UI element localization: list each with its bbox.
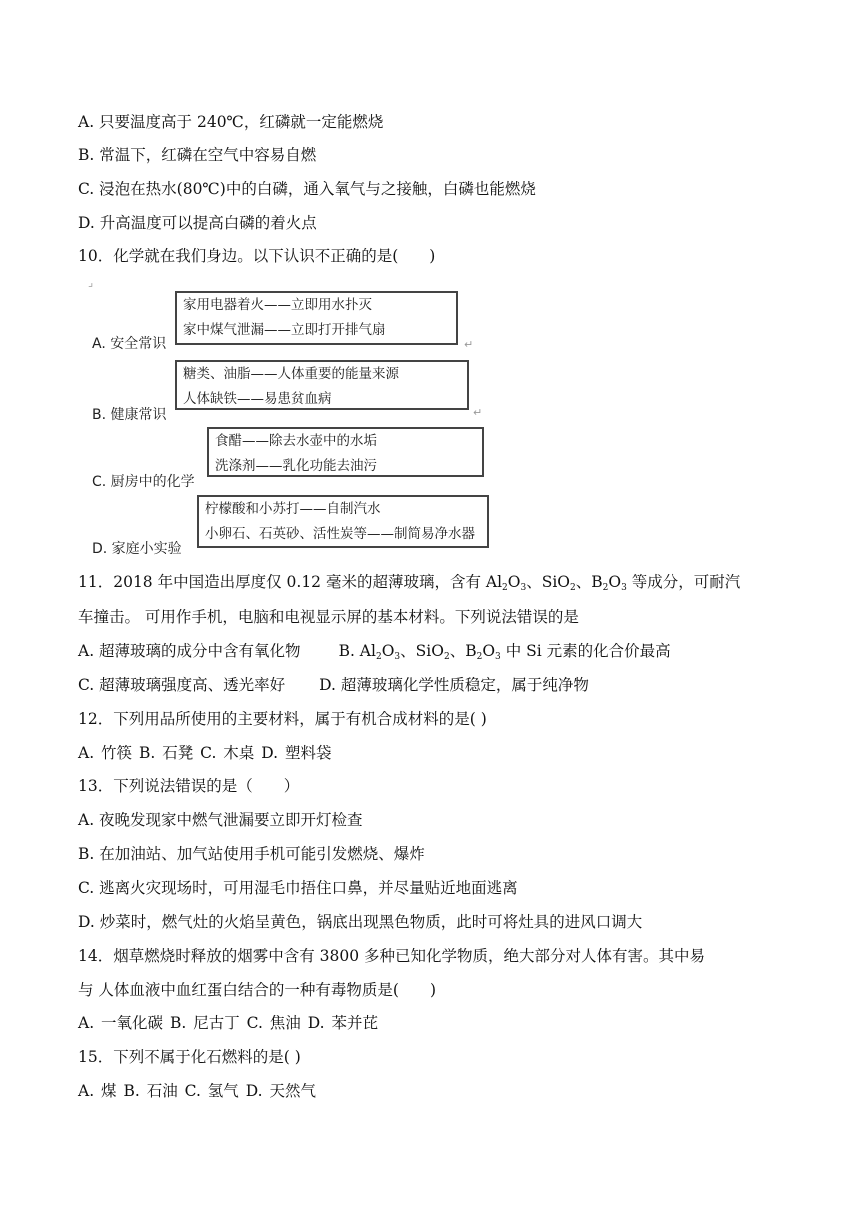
q10-stem: 10．化学就在我们身边。以下认识不正确的是( ) [78, 247, 436, 265]
q11-option-d: D. 超薄玻璃化学性质稳定，属于纯净物 [319, 676, 589, 694]
q11-options-cd [78, 674, 589, 696]
q10-a-line2: 家中煤气泄漏——立即打开排气扇 [183, 322, 386, 338]
q10-b-line1: 糖类、油脂——人体重要的能量来源 [183, 366, 399, 382]
q11-options-ab [78, 640, 671, 662]
q10-a-line1: 家用电器着火——立即用水扑灭 [183, 297, 372, 313]
q10-d-label: D. 家庭小实验 [92, 541, 182, 557]
q11-stem-line1: 11．2018 年中国造出厚度仅 0.12 毫米的超薄玻璃，含有 $Al_2O_3$、SiO$_2$、$B_2O_3$ 等成分，可耐汽 [78, 573, 741, 593]
corner-mark: ⌟ [88, 276, 94, 289]
q13-option-b: B. 在加油站、加气站使用手机可能引发燃烧、爆炸 [78, 845, 425, 863]
q10-c-label: C. 厨房中的化学 [92, 474, 195, 490]
q10-b-label: B. 健康常识 [92, 407, 167, 423]
q9-option-d: D. 升高温度可以提高白磷的着火点 [78, 214, 317, 232]
q10-a-label: A. 安全常识 [92, 336, 167, 352]
q10-d-line1: 柠檬酸和小苏打——自制汽水 [205, 501, 381, 517]
q10-c-line2: 洗涤剂——乳化功能去油污 [215, 458, 377, 474]
q15-stem: 15．下列不属于化石燃料的是( ) [78, 1048, 301, 1066]
q9-option-a: A. 只要温度高于 240℃，红磷就一定能燃烧 [78, 113, 384, 131]
q10-b-line2: 人体缺铁——易患贫血病 [183, 391, 332, 407]
q13-option-a: A. 夜晚发现家中燃气泄漏要立即开灯检查 [78, 811, 363, 829]
q11-stem-line2: 车撞击。 可用作手机，电脑和电视显示屏的基本材料。下列说法错误的是 [78, 608, 579, 626]
q11-option-b: B. $Al_2O_3$、SiO$_2$、$B_2O_3$ 中 Si 元素的化合价最高 [338, 642, 671, 662]
q15-options: A. 煤 B. 石油 C. 氢气 D. 天然气 [78, 1082, 316, 1100]
q10-d-line2: 小卵石、石英砂、活性炭等——制简易净水器 [205, 526, 475, 542]
return-mark: ↵ [464, 338, 474, 351]
q11-option-c: C. 超薄玻璃强度高、透光率好 [78, 676, 286, 694]
q9-option-c: C. 浸泡在热水(80℃)中的白磷，通入氧气与之接触，白磷也能燃烧 [78, 180, 536, 198]
q13-option-c: C. 逃离火灾现场时，可用湿毛巾捂住口鼻，并尽量贴近地面逃离 [78, 879, 518, 897]
q14-stem-line1: 14．烟草燃烧时释放的烟雾中含有 3800 多种已知化学物质，绝大部分对人体有害。其中易 [78, 947, 706, 965]
q11-option-a: A. 超薄玻璃的成分中含有氧化物 [78, 642, 301, 660]
return-mark: ↵ [473, 406, 483, 419]
q14-options: A. 一氧化碳 B. 尼古丁 C. 焦油 D. 苯并芘 [78, 1014, 378, 1032]
q14-stem-line2: 与 人体血液中血红蛋白结合的一种有毒物质是( ) [78, 981, 437, 999]
q13-option-d: D. 炒菜时，燃气灶的火焰呈黄色，锅底出现黑色物质，此时可将灶具的进风口调大 [78, 913, 643, 931]
q10-c-line1: 食醋——除去水壶中的水垢 [215, 433, 377, 449]
q12-stem: 12．下列用品所使用的主要材料，属于有机合成材料的是( ) [78, 710, 487, 728]
q13-stem: 13．下列说法错误的是（ ） [78, 777, 300, 795]
q12-options: A. 竹筷 B. 石凳 C. 木桌 D. 塑料袋 [78, 744, 332, 762]
q9-option-b: B. 常温下，红磷在空气中容易自燃 [78, 146, 317, 164]
